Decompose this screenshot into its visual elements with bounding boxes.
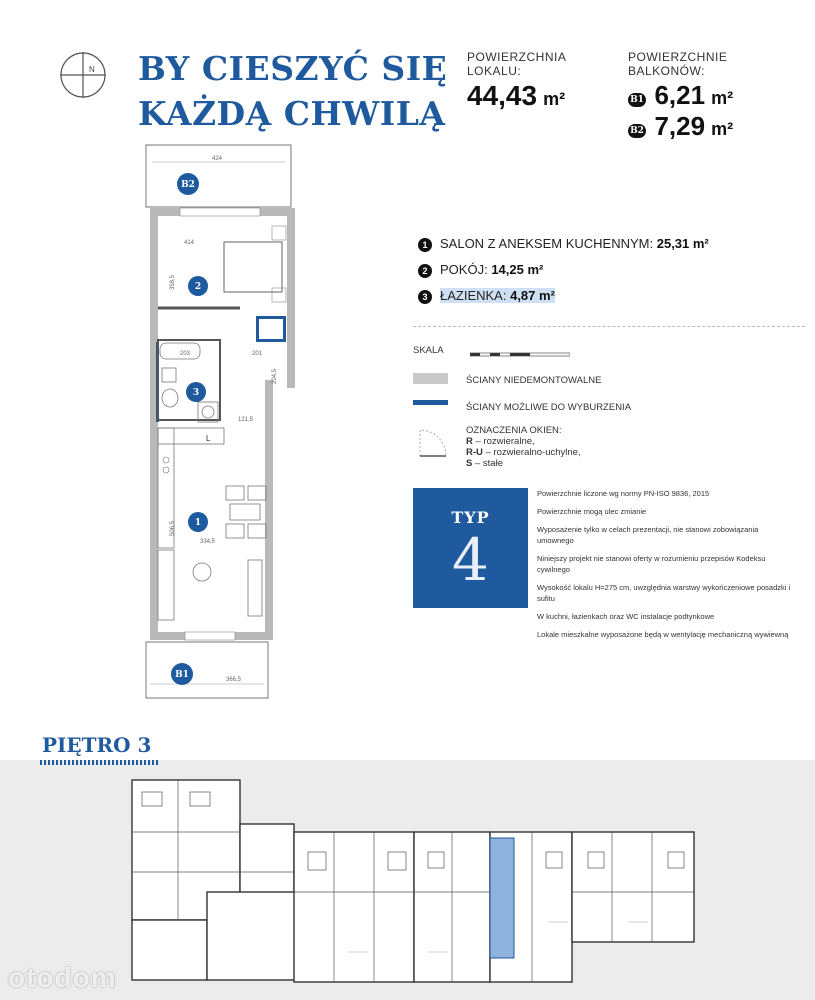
dim-121-5: 121,5	[238, 417, 254, 423]
marker-b2: B2	[181, 180, 195, 190]
room-item-1	[418, 236, 709, 262]
marker-b1: B1	[175, 670, 189, 680]
window-legend-r: R – rozwieralne,	[466, 436, 535, 447]
balcony-badge-b2: B2	[628, 124, 646, 138]
window-symbol	[418, 428, 448, 458]
headline	[138, 46, 447, 136]
dim-414: 414	[184, 240, 195, 246]
room-name-3: ŁAZIENKA: 4,87 m²	[440, 288, 555, 303]
dim-334-5: 334,5	[200, 539, 216, 545]
note-item: W kuchni, łazienkach oraz WC instalacje podtynkowe	[537, 612, 715, 621]
balcony-label-1: POWIERZCHNIE	[628, 50, 728, 64]
note-item: Powierzchnie mogą ulec zmianie	[537, 507, 647, 516]
divider	[413, 326, 805, 327]
room-item-2	[418, 262, 709, 288]
floor-plan	[140, 140, 305, 710]
balcony-b2-row	[628, 111, 733, 142]
fixed-wall-label: ŚCIANY NIEDEMONTOWALNE	[466, 375, 602, 386]
balcony-badge-b1: B1	[628, 93, 646, 107]
dim-366-5: 366,5	[226, 677, 242, 683]
removable-wall-swatch	[413, 400, 448, 405]
room-num-2: 2	[418, 264, 432, 278]
window-legend	[466, 425, 581, 469]
compass-icon	[58, 50, 108, 100]
floor-title: PIĘTRO 3	[42, 733, 152, 757]
note-item: Powierzchnie liczone wg normy PN-ISO 9836, 2015	[537, 489, 710, 498]
notes-list	[537, 488, 792, 647]
type-badge	[413, 488, 528, 608]
note-item: Niniejszy projekt nie stanowi oferty w rozumieniu przepisów Kodeksu cywilnego	[537, 554, 766, 574]
room-area-1: 25,31 m²	[656, 236, 709, 251]
area-label-1: POWIERZCHNIA	[467, 50, 567, 64]
room-area-3: 4,87 m²	[510, 288, 555, 303]
area-unit: m²	[543, 89, 566, 109]
window-legend-s: S – stałe	[466, 458, 503, 469]
floor-title-underline	[40, 760, 158, 765]
balcony-label-2: BALKONÓW:	[628, 64, 705, 78]
note-item: Wyposażenie tylko w celach prezentacji, nie stanowi zobowiązania umownego	[537, 525, 759, 545]
dim-358-5: 358,5	[170, 274, 176, 290]
headline-line1: BY CIESZYĆ SIĘ	[138, 49, 448, 88]
floor-overview-drawing	[128, 772, 698, 992]
scale-label: SKALA	[413, 345, 444, 356]
room-list	[418, 236, 709, 314]
kitchen-tag: L	[206, 434, 211, 443]
marker-3: 3	[192, 388, 200, 398]
type-label: TYP	[451, 508, 490, 527]
balcony-b2-value: 7,29	[654, 111, 706, 141]
area-value: 44,43	[467, 80, 538, 111]
window-legend-ru: R-U – rozwieralno-uchylne,	[466, 447, 581, 458]
floor-plan-drawing	[140, 140, 305, 710]
dim-203: 203	[180, 351, 191, 357]
dim-424: 424	[212, 156, 223, 162]
balcony-b1-row	[628, 80, 733, 111]
window-legend-title: OZNACZENIA OKIEN:	[466, 425, 562, 436]
note-item: Wysokość lokalu H=275 cm, uwzględnia warstwy wykończeniowe posadzki i sufitu	[537, 583, 791, 603]
headline-line2: KAŻDĄ CHWILĄ	[138, 94, 446, 133]
room-item-3	[418, 288, 709, 314]
dim-506-5: 506,5	[170, 520, 176, 536]
window-swing-icon	[418, 428, 448, 458]
dim-204-5: 204,5	[272, 368, 278, 384]
balcony-b1-unit: m²	[711, 88, 734, 108]
unit-area	[467, 50, 566, 112]
watermark: otodom	[8, 962, 117, 993]
compass-label: N	[89, 65, 95, 74]
compass	[58, 50, 108, 100]
room-area-2: 14,25 m²	[491, 262, 544, 277]
type-number: 4	[452, 526, 489, 594]
floor-overview-plan	[128, 772, 698, 992]
scale-bar-graphic	[470, 352, 570, 358]
room-name-1: SALON Z ANEKSEM KUCHENNYM:	[440, 236, 654, 251]
room-name-2: POKÓJ:	[440, 262, 488, 277]
marker-1: 1	[194, 518, 202, 528]
area-label-2: LOKALU:	[467, 64, 522, 78]
fixed-wall-swatch	[413, 373, 448, 384]
balcony-b2-unit: m²	[711, 119, 734, 139]
room-num-1: 1	[418, 238, 432, 252]
room-num-3: 3	[418, 290, 432, 304]
marker-2: 2	[194, 282, 202, 292]
removable-wall-label: ŚCIANY MOŻLIWE DO WYBURZENIA	[466, 402, 632, 413]
balcony-area	[628, 50, 733, 142]
balcony-b1-value: 6,21	[654, 80, 706, 110]
dim-201: 201	[252, 351, 263, 357]
note-item: Lokale mieszkalne wyposażone będą w wentylację mechaniczną wywiewną	[537, 630, 789, 639]
scale-bar	[470, 345, 570, 351]
